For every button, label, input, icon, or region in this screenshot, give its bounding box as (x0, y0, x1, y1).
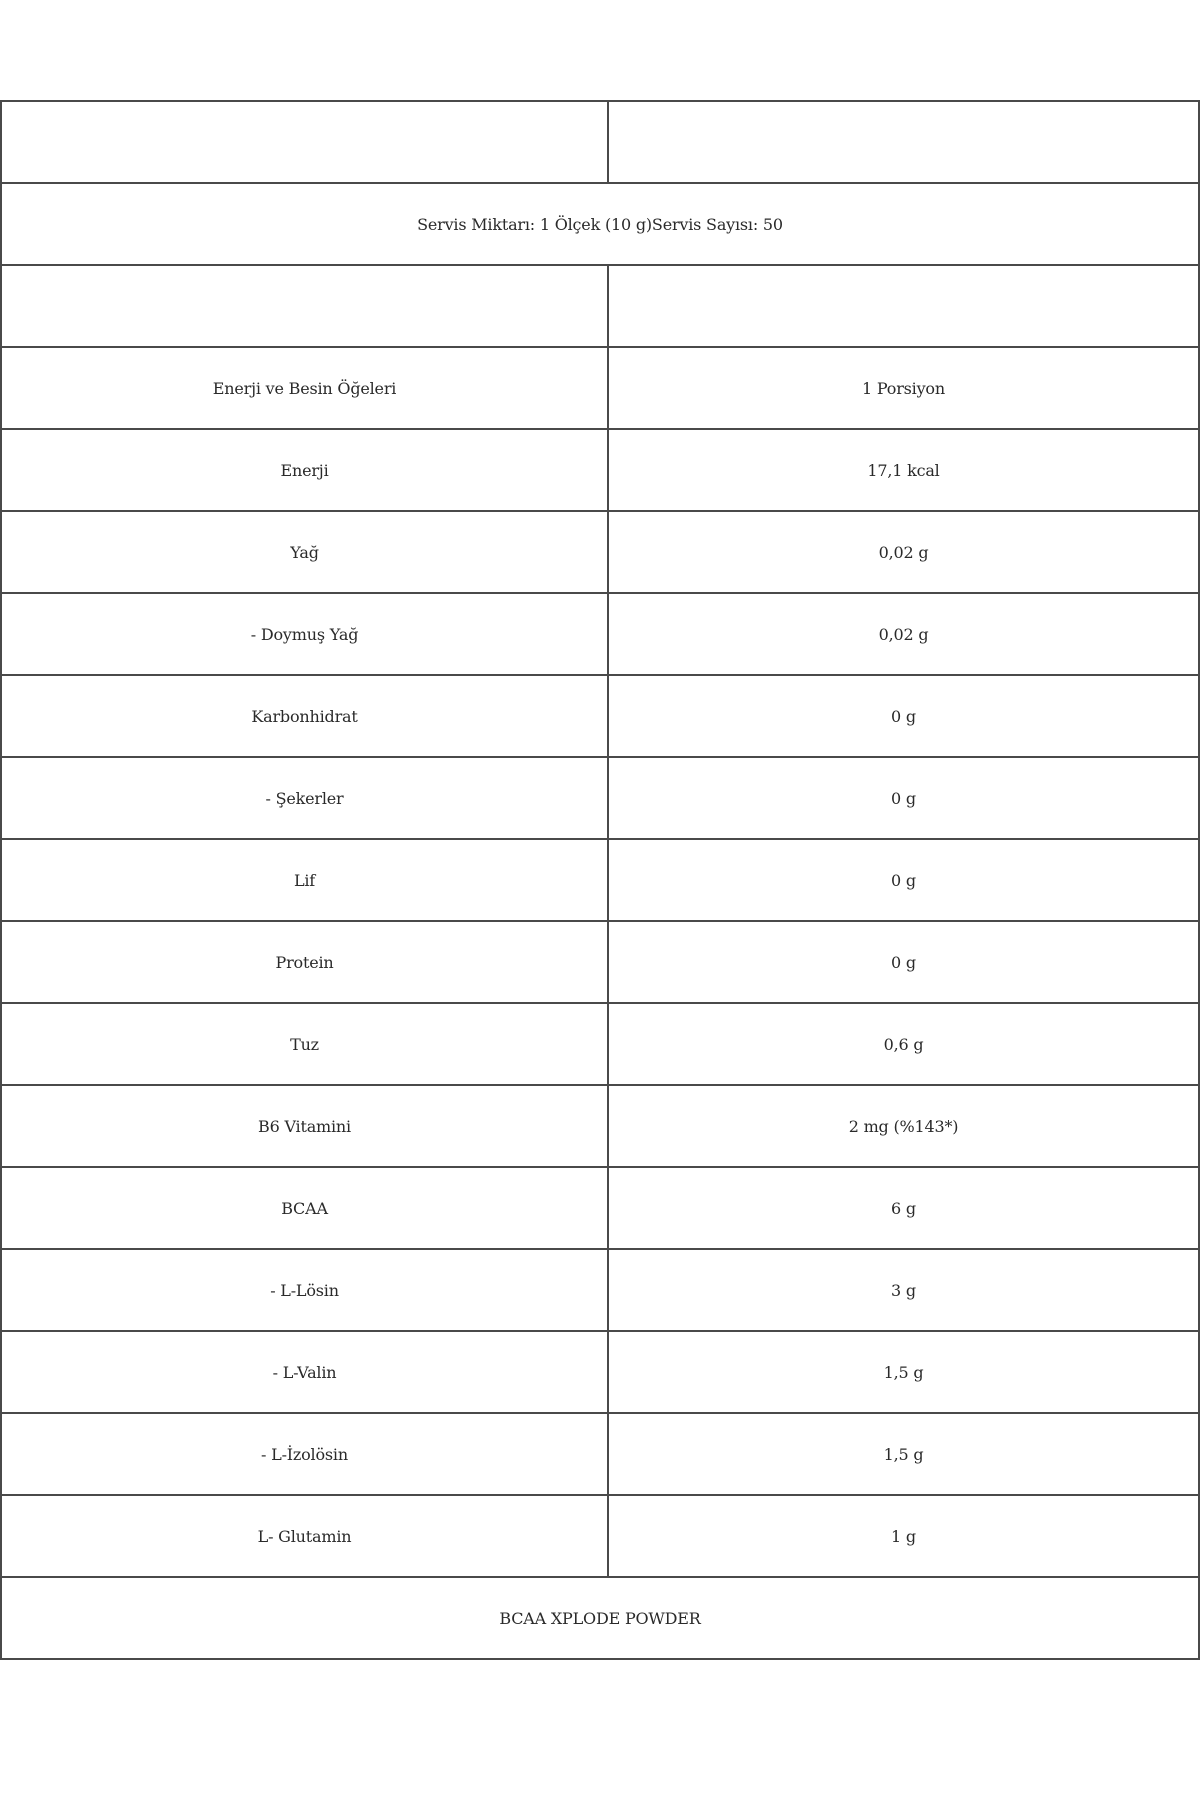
nutrient-value: 0,02 g (608, 511, 1199, 593)
serving-info: Servis Miktarı: 1 Ölçek (10 g)Servis Sayısı: 50 (1, 183, 1199, 265)
table-row (1, 1413, 1199, 1495)
table-row (1, 1249, 1199, 1331)
table-row (1, 593, 1199, 675)
nutrient-label: Tuz (1, 1003, 608, 1085)
table-row (1, 1495, 1199, 1577)
table-row (1, 757, 1199, 839)
table-row (1, 183, 1199, 265)
product-name: BCAA XPLODE POWDER (1, 1577, 1199, 1659)
table-row (1, 265, 1199, 347)
nutrient-value: 0 g (608, 839, 1199, 921)
nutrient-label: L- Glutamin (1, 1495, 608, 1577)
nutrient-label: Protein (1, 921, 608, 1003)
table-row (1, 921, 1199, 1003)
empty-cell (1, 101, 608, 183)
nutrient-value: 0,02 g (608, 593, 1199, 675)
table-row (1, 1003, 1199, 1085)
nutrient-label: Yağ (1, 511, 608, 593)
nutrient-label: Lif (1, 839, 608, 921)
nutrient-label: B6 Vitamini (1, 1085, 608, 1167)
table-row (1, 839, 1199, 921)
nutrient-value: 0 g (608, 757, 1199, 839)
nutrient-value: 1,5 g (608, 1413, 1199, 1495)
table-row (1, 1167, 1199, 1249)
table-row (1, 1331, 1199, 1413)
nutrition-facts-table (0, 100, 1200, 1660)
table-row (1, 101, 1199, 183)
table-row (1, 511, 1199, 593)
nutrient-value: 0,6 g (608, 1003, 1199, 1085)
nutrient-value: 1 g (608, 1495, 1199, 1577)
nutrient-value: 2 mg (%143*) (608, 1085, 1199, 1167)
nutrient-value: 3 g (608, 1249, 1199, 1331)
nutrient-label: BCAA (1, 1167, 608, 1249)
nutrient-value: 1,5 g (608, 1331, 1199, 1413)
table-row (1, 675, 1199, 757)
table-row (1, 429, 1199, 511)
nutrient-label: - L-İzolösin (1, 1413, 608, 1495)
nutrient-value: 0 g (608, 921, 1199, 1003)
table-header-row (1, 347, 1199, 429)
nutrient-value: 0 g (608, 675, 1199, 757)
nutrient-label: - L-Lösin (1, 1249, 608, 1331)
table-row (1, 1085, 1199, 1167)
empty-cell (1, 265, 608, 347)
empty-cell (608, 101, 1199, 183)
nutrient-value: 6 g (608, 1167, 1199, 1249)
nutrient-label: - Doymuş Yağ (1, 593, 608, 675)
nutrient-label: - Şekerler (1, 757, 608, 839)
table-row (1, 1577, 1199, 1659)
column-header-portion: 1 Porsiyon (608, 347, 1199, 429)
nutrient-value: 17,1 kcal (608, 429, 1199, 511)
nutrient-label: Karbonhidrat (1, 675, 608, 757)
column-header-nutrients: Enerji ve Besin Öğeleri (1, 347, 608, 429)
nutrient-label: Enerji (1, 429, 608, 511)
nutrient-label: - L-Valin (1, 1331, 608, 1413)
empty-cell (608, 265, 1199, 347)
